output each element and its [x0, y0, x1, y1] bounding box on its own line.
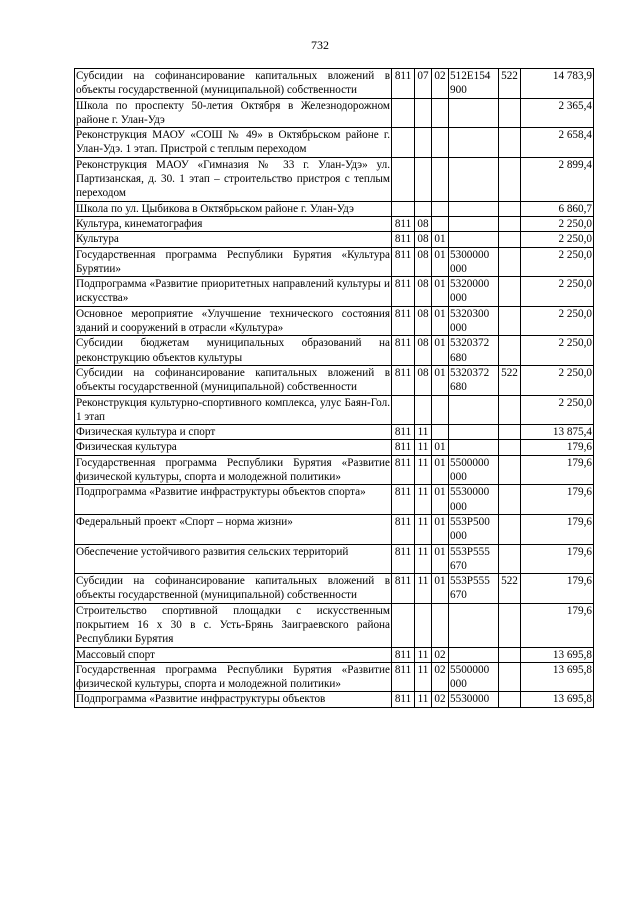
table-row [75, 603, 594, 647]
table-row [75, 544, 594, 574]
row-amount: 2 250,0 [521, 306, 594, 336]
row-target-article [449, 603, 499, 647]
row-name: Школа по проспекту 50-летия Октября в Железнодорожном районе г. Улан-Удэ [76, 99, 390, 126]
row-section-code: 08 [415, 216, 432, 231]
row-name: Физическая культура [75, 440, 392, 455]
table-row [75, 574, 594, 604]
row-admin-code: 811 [392, 232, 415, 247]
row-expense-type [499, 157, 521, 201]
row-name: Субсидии на софинансирование капитальных вложений в объекты государственной (муниципальной) собственности [76, 70, 390, 97]
row-section-code [415, 128, 432, 158]
row-admin-code: 811 [392, 455, 415, 485]
row-subsection-code: 01 [432, 247, 449, 277]
row-amount: 179,6 [521, 485, 594, 515]
row-amount: 179,6 [521, 574, 594, 604]
row-name: Субсидии бюджетам муниципальных образований на реконструкцию объектов культуры [76, 337, 390, 364]
row-amount: 2 899,4 [521, 157, 594, 201]
table-row [75, 201, 594, 216]
row-subsection-code: 01 [432, 365, 449, 395]
row-target-article: 5500000 000 [449, 662, 499, 692]
row-amount: 179,6 [521, 514, 594, 544]
table-row [75, 98, 594, 128]
row-admin-code: 811 [392, 440, 415, 455]
row-subsection-code: 01 [432, 514, 449, 544]
row-target-article: 5320372 680 [449, 365, 499, 395]
row-expense-type [499, 128, 521, 158]
table-row [75, 232, 594, 247]
row-admin-code: 811 [392, 514, 415, 544]
row-expense-type [499, 485, 521, 515]
row-subsection-code: 01 [432, 485, 449, 515]
row-amount: 179,6 [521, 455, 594, 485]
table-row [75, 216, 594, 231]
row-subsection-code: 01 [432, 306, 449, 336]
row-admin-code: 811 [392, 485, 415, 515]
row-expense-type [499, 306, 521, 336]
row-target-article: 512E154 900 [449, 69, 499, 99]
row-admin-code: 811 [392, 365, 415, 395]
table-row [75, 662, 594, 692]
row-amount: 6 860,7 [521, 201, 594, 216]
row-section-code: 11 [415, 425, 432, 440]
row-section-code: 11 [415, 692, 432, 707]
row-target-article [449, 201, 499, 216]
row-expense-type [499, 395, 521, 425]
row-target-article: 553P500 000 [449, 514, 499, 544]
row-admin-code: 811 [392, 574, 415, 604]
table-row [75, 247, 594, 277]
table-row [75, 69, 594, 99]
row-expense-type: 522 [499, 574, 521, 604]
row-name: Федеральный проект «Спорт – норма жизни» [75, 514, 392, 544]
row-name: Культура [75, 232, 392, 247]
row-amount: 2 250,0 [521, 395, 594, 425]
row-subsection-code [432, 395, 449, 425]
row-expense-type [499, 455, 521, 485]
row-admin-code [392, 128, 415, 158]
row-section-code: 11 [415, 662, 432, 692]
row-section-code: 11 [415, 647, 432, 662]
table-row [75, 365, 594, 395]
row-target-article [449, 128, 499, 158]
row-name: Реконструкция МАОУ «СОШ № 49» в Октябрьском районе г. Улан-Удэ. 1 этап. Пристрой с теплым переходом [76, 129, 390, 156]
row-subsection-code [432, 425, 449, 440]
row-section-code: 08 [415, 365, 432, 395]
row-target-article [449, 425, 499, 440]
row-expense-type [499, 425, 521, 440]
row-expense-type: 522 [499, 365, 521, 395]
row-admin-code [392, 157, 415, 201]
budget-table [74, 68, 594, 708]
row-name: Подпрограмма «Развитие инфраструктуры объектов спорта» [75, 485, 392, 515]
row-subsection-code: 01 [432, 336, 449, 366]
row-admin-code: 811 [392, 544, 415, 574]
row-section-code: 11 [415, 514, 432, 544]
row-admin-code: 811 [392, 662, 415, 692]
row-expense-type: 522 [499, 69, 521, 99]
row-admin-code: 811 [392, 69, 415, 99]
row-section-code: 11 [415, 544, 432, 574]
row-amount: 13 695,8 [521, 647, 594, 662]
row-subsection-code: 01 [432, 544, 449, 574]
row-section-code: 11 [415, 485, 432, 515]
table-row [75, 425, 594, 440]
row-expense-type [499, 544, 521, 574]
row-section-code [415, 201, 432, 216]
table-row [75, 306, 594, 336]
row-subsection-code [432, 216, 449, 231]
row-section-code: 08 [415, 336, 432, 366]
row-expense-type [499, 247, 521, 277]
row-subsection-code [432, 98, 449, 128]
row-admin-code [392, 98, 415, 128]
row-admin-code: 811 [392, 647, 415, 662]
row-section-code [415, 395, 432, 425]
row-subsection-code: 02 [432, 69, 449, 99]
row-amount: 2 250,0 [521, 247, 594, 277]
row-expense-type [499, 277, 521, 307]
page-number: 732 [311, 38, 329, 52]
row-name: Подпрограмма «Развитие инфраструктуры объектов [75, 692, 392, 707]
row-target-article [449, 98, 499, 128]
row-amount: 2 250,0 [521, 216, 594, 231]
row-section-code: 08 [415, 247, 432, 277]
row-target-article: 5300000 000 [449, 247, 499, 277]
row-section-code: 11 [415, 455, 432, 485]
row-section-code: 07 [415, 69, 432, 99]
row-target-article: 5320300 000 [449, 306, 499, 336]
row-amount: 14 783,9 [521, 69, 594, 99]
row-name: Государственная программа Республики Бурятия «Развитие физической культуры, спорта и молодежной политики» [76, 456, 390, 484]
table-row [75, 277, 594, 307]
row-name: Строительство спортивной площадки с искусственным покрытием 16 х 30 в с. Усть-Брянь Заиграевского района Республики Бурятия [76, 604, 390, 646]
row-name: Реконструкция МАОУ «Гимназия № 33 г. Улан-Удэ» ул. Партизанская, д. 30. 1 этап – строительство пристроя с теплым переходом [76, 158, 390, 200]
row-expense-type [499, 98, 521, 128]
row-expense-type [499, 692, 521, 707]
row-expense-type [499, 603, 521, 647]
row-name: Государственная программа Республики Бурятия «Развитие физической культуры, спорта и молодежной политики» [76, 663, 390, 691]
row-expense-type [499, 662, 521, 692]
table-row [75, 692, 594, 707]
row-expense-type [499, 232, 521, 247]
row-amount: 2 250,0 [521, 365, 594, 395]
row-name: Массовый спорт [75, 647, 392, 662]
table-row [75, 440, 594, 455]
row-amount: 179,6 [521, 544, 594, 574]
row-target-article: 553P555 670 [449, 544, 499, 574]
table-row [75, 157, 594, 201]
row-amount: 2 250,0 [521, 232, 594, 247]
row-subsection-code: 02 [432, 662, 449, 692]
row-amount: 2 250,0 [521, 336, 594, 366]
row-subsection-code: 01 [432, 277, 449, 307]
row-expense-type [499, 514, 521, 544]
row-admin-code: 811 [392, 692, 415, 707]
table-row [75, 514, 594, 544]
row-amount: 13 695,8 [521, 692, 594, 707]
row-target-article [449, 157, 499, 201]
row-name: Основное мероприятие «Улучшение технического состояния зданий и сооружений в отрасли «Культура» [76, 307, 390, 335]
row-target-article: 5320372 680 [449, 336, 499, 366]
row-admin-code [392, 201, 415, 216]
row-name: Физическая культура и спорт [75, 425, 392, 440]
row-target-article [449, 440, 499, 455]
row-subsection-code: 02 [432, 692, 449, 707]
row-name: Субсидии на софинансирование капитальных вложений в объекты государственной (муниципальной) собственности [76, 366, 390, 394]
row-subsection-code: 02 [432, 647, 449, 662]
row-amount: 2 250,0 [521, 277, 594, 307]
row-subsection-code [432, 603, 449, 647]
row-subsection-code: 01 [432, 440, 449, 455]
row-section-code: 11 [415, 440, 432, 455]
row-expense-type [499, 201, 521, 216]
row-target-article: 5530000 000 [449, 485, 499, 515]
row-admin-code: 811 [392, 336, 415, 366]
row-expense-type [499, 336, 521, 366]
row-admin-code: 811 [392, 425, 415, 440]
row-subsection-code: 01 [432, 455, 449, 485]
row-target-article [449, 647, 499, 662]
budget-table-body [75, 69, 594, 708]
table-row [75, 128, 594, 158]
row-expense-type [499, 440, 521, 455]
row-target-article: 5320000 000 [449, 277, 499, 307]
row-target-article: 553P555 670 [449, 574, 499, 604]
row-section-code [415, 98, 432, 128]
row-target-article [449, 395, 499, 425]
table-row [75, 336, 594, 366]
table-row [75, 395, 594, 425]
row-target-article [449, 232, 499, 247]
table-row [75, 647, 594, 662]
row-subsection-code: 01 [432, 574, 449, 604]
table-row [75, 455, 594, 485]
row-admin-code: 811 [392, 216, 415, 231]
row-subsection-code [432, 201, 449, 216]
table-row [75, 485, 594, 515]
row-amount: 179,6 [521, 440, 594, 455]
row-amount: 13 875,4 [521, 425, 594, 440]
row-amount: 2 658,4 [521, 128, 594, 158]
row-name: Реконструкция культурно-спортивного комплекса, улус Баян-Гол. 1 этап [76, 396, 390, 423]
row-section-code: 08 [415, 306, 432, 336]
row-name: Школа по ул. Цыбикова в Октябрьском районе г. Улан-Удэ [75, 201, 392, 216]
row-admin-code [392, 395, 415, 425]
row-section-code: 08 [415, 277, 432, 307]
row-name: Государственная программа Республики Бурятия «Культура Бурятии» [76, 248, 390, 275]
row-name: Подпрограмма «Развитие приоритетных направлений культуры и искусства» [76, 278, 390, 305]
row-target-article: 5500000 000 [449, 455, 499, 485]
row-name: Субсидии на софинансирование капитальных вложений в объекты государственной (муниципальной) собственности [76, 575, 390, 602]
row-admin-code [392, 603, 415, 647]
row-section-code: 08 [415, 232, 432, 247]
row-target-article: 5530000 [449, 692, 499, 707]
row-admin-code: 811 [392, 306, 415, 336]
row-subsection-code [432, 157, 449, 201]
row-section-code [415, 157, 432, 201]
row-expense-type [499, 647, 521, 662]
row-amount: 13 695,8 [521, 662, 594, 692]
row-admin-code: 811 [392, 277, 415, 307]
row-expense-type [499, 216, 521, 231]
row-subsection-code: 01 [432, 232, 449, 247]
row-name: Культура, кинематография [75, 216, 392, 231]
row-section-code: 11 [415, 574, 432, 604]
row-name: Обеспечение устойчивого развития сельских территорий [75, 544, 392, 574]
row-subsection-code [432, 128, 449, 158]
row-amount: 2 365,4 [521, 98, 594, 128]
row-amount: 179,6 [521, 603, 594, 647]
row-target-article [449, 216, 499, 231]
row-section-code [415, 603, 432, 647]
row-admin-code: 811 [392, 247, 415, 277]
